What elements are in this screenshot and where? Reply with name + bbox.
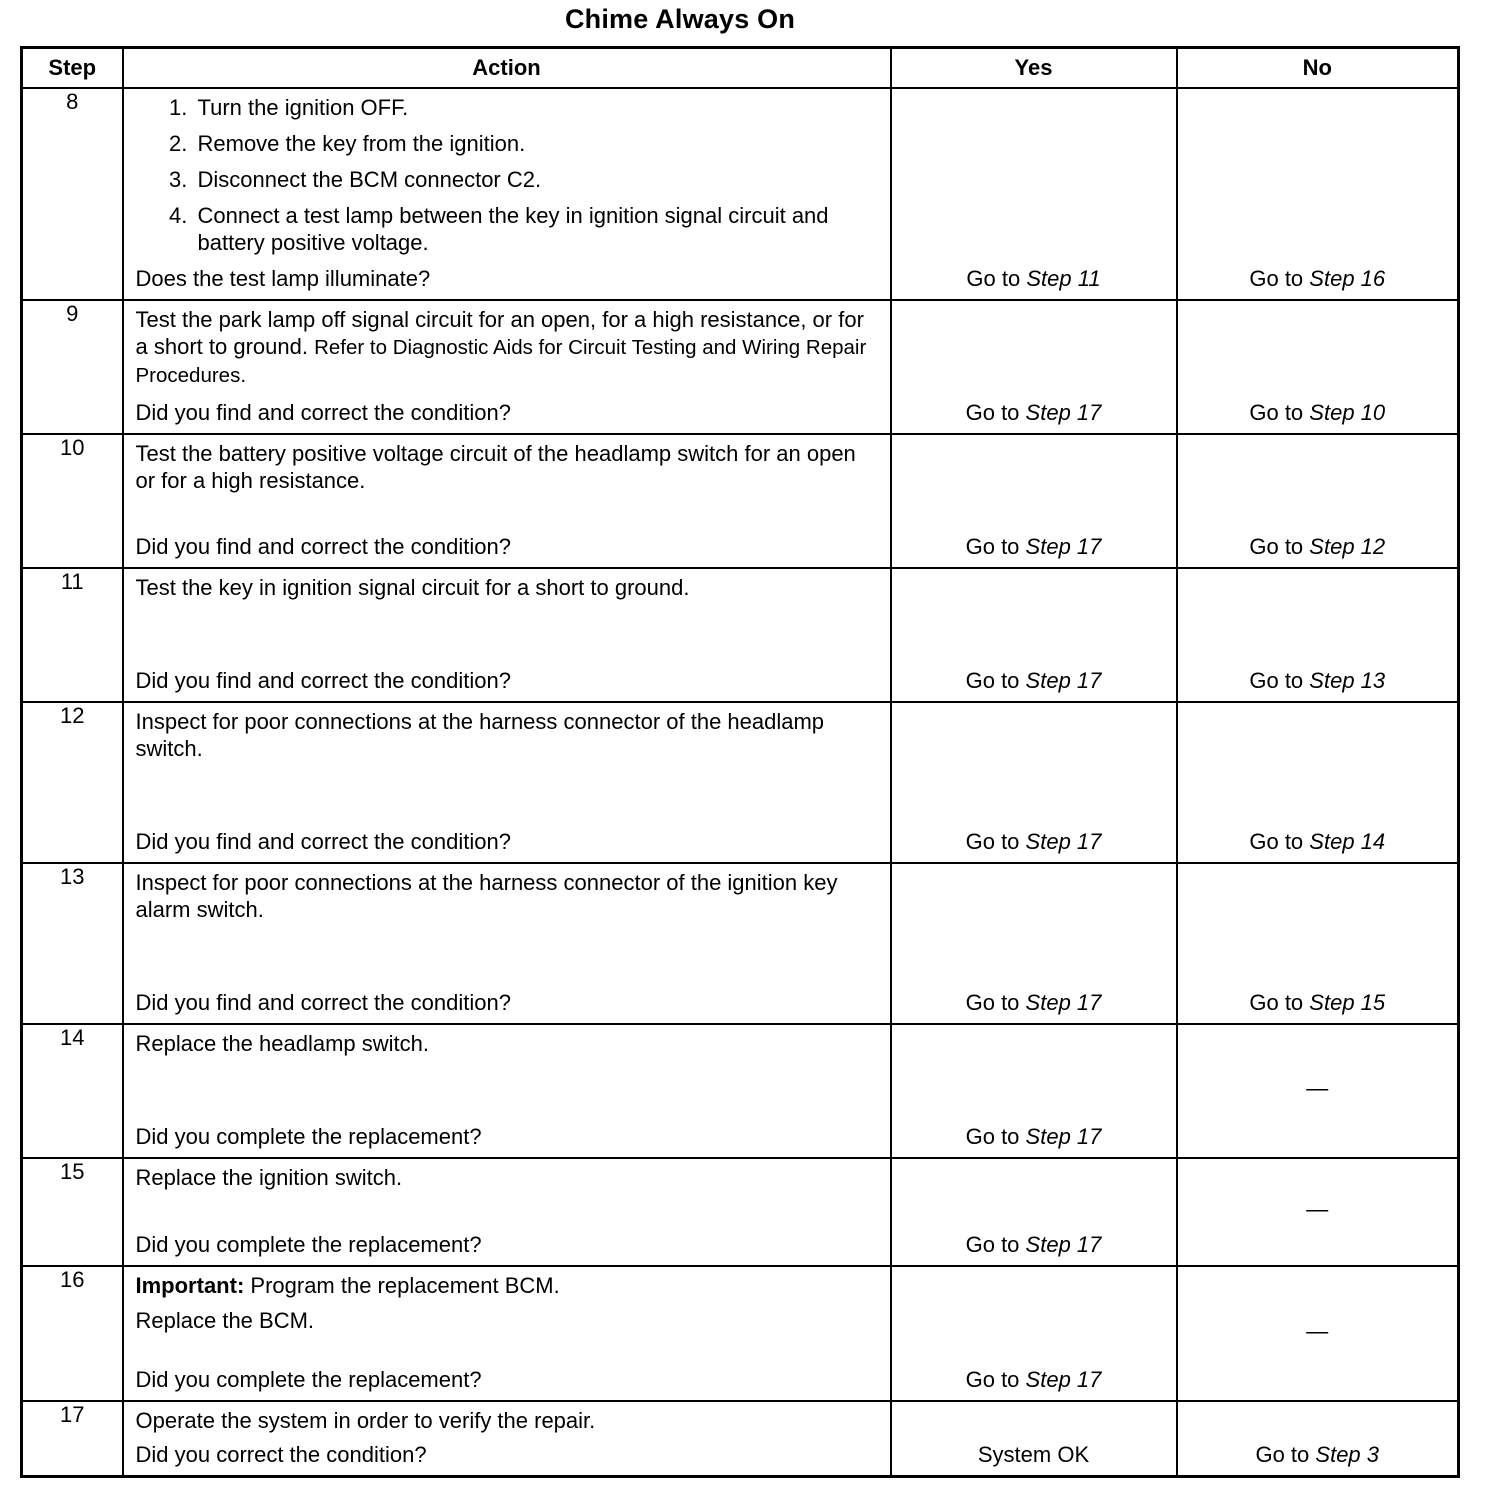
list-item: 1. Turn the ignition OFF. [194, 94, 878, 121]
action-text: Test the key in ignition signal circuit for a short to ground. [135, 575, 690, 600]
no-result: Go to Step 3 [1255, 1442, 1380, 1467]
action-text: Inspect for poor connections at the harness connector of the ignition key alarm switch. [135, 870, 838, 922]
yes-result: Go to Step 17 [965, 1367, 1102, 1392]
step-number: 15 [22, 1158, 123, 1266]
no-result: Go to Step 12 [1249, 534, 1386, 559]
yes-result: Go to Step 17 [965, 829, 1102, 854]
yes-result: Go to Step 17 [965, 400, 1102, 425]
step-number: 11 [22, 568, 123, 702]
step-number: 8 [22, 88, 123, 300]
yes-result: Go to Step 17 [965, 990, 1102, 1015]
list-item: 4. Connect a test lamp between the key in ignition signal circuit and battery positive voltage. [194, 202, 878, 256]
action-text: Replace the BCM. [135, 1308, 315, 1333]
table-row [22, 863, 1459, 1024]
action-text: Replace the headlamp switch. [135, 1031, 429, 1056]
no-result-dash: — [1306, 1196, 1329, 1222]
action-text: Test the park lamp off signal circuit for an open, for a high resistance, or for a short to ground. [135, 307, 864, 359]
action-question: Did you find and correct the condition? [135, 668, 511, 693]
header-action: Action [123, 48, 891, 89]
action-steps-list [136, 94, 878, 256]
action-text: Operate the system in order to verify the repair. [135, 1408, 596, 1433]
table-row [22, 1266, 1459, 1401]
action-question: Did you complete the replacement? [135, 1367, 482, 1392]
step-number: 13 [22, 863, 123, 1024]
step-number: 14 [22, 1024, 123, 1158]
yes-result: System OK [977, 1442, 1090, 1467]
no-result: Go to Step 13 [1249, 668, 1386, 693]
action-text: Replace the ignition switch. [135, 1165, 403, 1190]
table-row [22, 1401, 1459, 1477]
list-item: 3. Disconnect the BCM connector C2. [194, 166, 878, 193]
table-header-row [22, 48, 1459, 89]
action-text: Inspect for poor connections at the harness connector of the headlamp switch. [135, 709, 825, 761]
action-question: Did you find and correct the condition? [135, 400, 511, 425]
yes-result: Go to Step 11 [966, 266, 1101, 291]
list-item: 2. Remove the key from the ignition. [194, 130, 878, 157]
table-row [22, 88, 1459, 300]
important-note: Important: Program the replacement BCM. [135, 1273, 560, 1298]
table-row [22, 1024, 1459, 1158]
yes-result: Go to Step 17 [965, 534, 1102, 559]
action-question: Did you find and correct the condition? [135, 990, 511, 1015]
action-question: Did you find and correct the condition? [135, 534, 511, 559]
no-result: Go to Step 16 [1249, 266, 1386, 291]
no-result: Go to Step 10 [1249, 400, 1386, 425]
action-text: Test the battery positive voltage circuit of the headlamp switch for an open or for a high resistance. [135, 441, 856, 493]
action-question: Did you correct the condition? [135, 1442, 427, 1467]
table-row [22, 702, 1459, 863]
no-result-dash: — [1306, 1317, 1329, 1343]
step-number: 9 [22, 300, 123, 434]
action-question: Did you complete the replacement? [135, 1124, 482, 1149]
no-result: Go to Step 14 [1249, 829, 1386, 854]
step-number: 10 [22, 434, 123, 568]
step-number: 16 [22, 1266, 123, 1401]
step-number: 17 [22, 1401, 123, 1477]
header-step: Step [22, 48, 123, 89]
header-no: No [1177, 48, 1459, 89]
page-title: Chime Always On [564, 4, 796, 34]
action-question: Does the test lamp illuminate? [135, 266, 431, 291]
header-yes: Yes [891, 48, 1177, 89]
step-number: 12 [22, 702, 123, 863]
no-result-dash: — [1306, 1075, 1329, 1101]
yes-result: Go to Step 17 [965, 1232, 1102, 1257]
action-question: Did you find and correct the condition? [135, 829, 511, 854]
diagnostic-table [20, 46, 1460, 1478]
yes-result: Go to Step 17 [965, 1124, 1102, 1149]
action-reference: Refer to Diagnostic Aids for Circuit Testing and Wiring Repair Procedures. [135, 336, 867, 387]
action-question: Did you complete the replacement? [135, 1232, 482, 1257]
table-row [22, 568, 1459, 702]
no-result: Go to Step 15 [1249, 990, 1386, 1015]
table-row [22, 434, 1459, 568]
table-row [22, 300, 1459, 434]
yes-result: Go to Step 17 [965, 668, 1102, 693]
table-row [22, 1158, 1459, 1266]
